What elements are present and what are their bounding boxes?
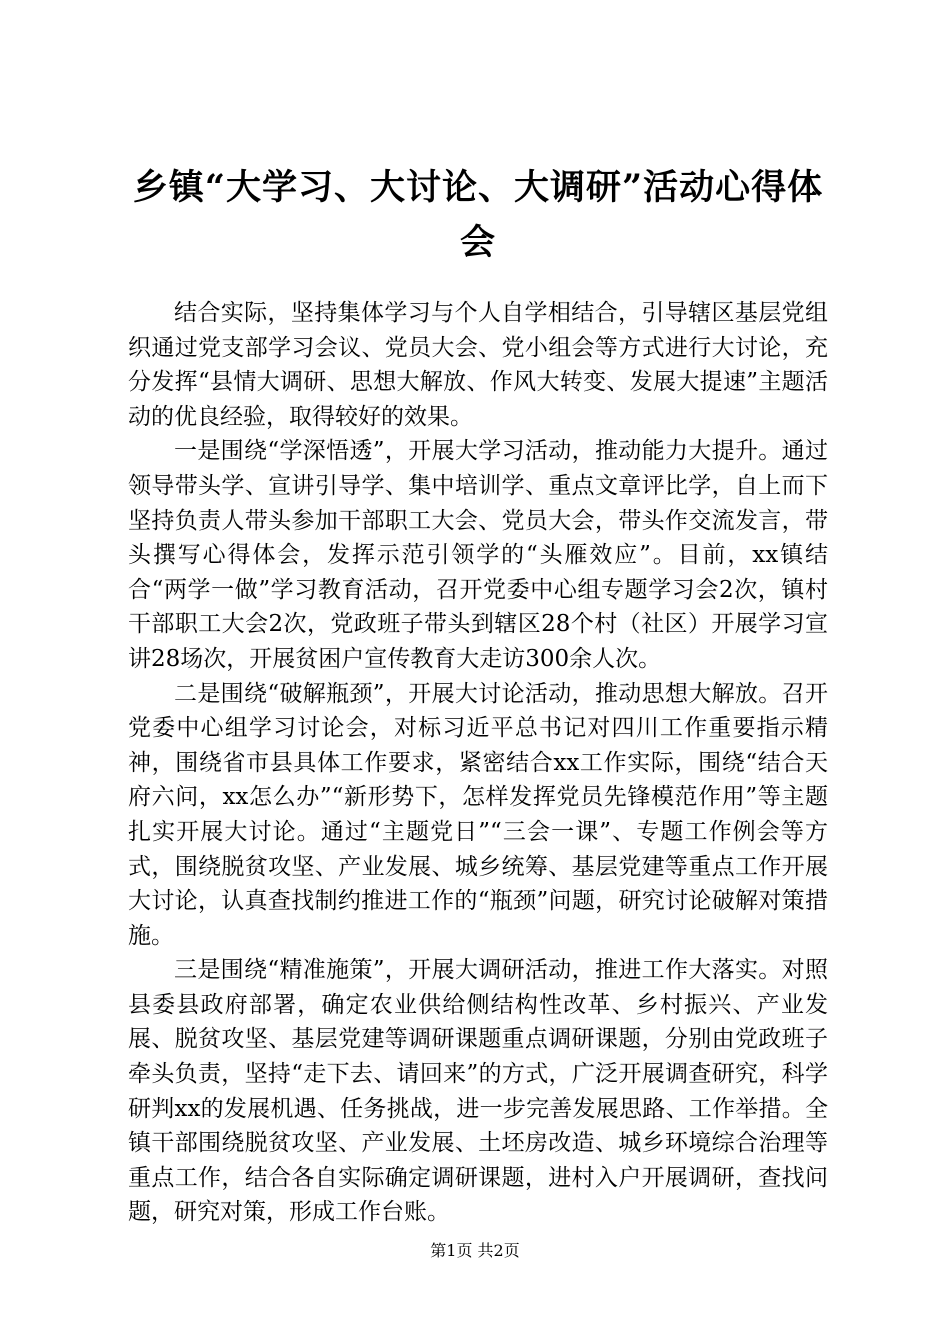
page-number-footer: 第1页 共2页 [430, 1241, 520, 1260]
paragraph-research: 三是围绕“精准施策”，开展大调研活动，推进工作大落实。对照县委县政府部署，确定农业供给侧结构性改革、乡村振兴、产业发展、脱贫攻坚、基层党建等调研课题重点调研课题，分别由党政班子牵头负责，坚持“走下去、请回来”的方式，广泛开展调查研究，科学研判xx的发展机遇、任务挑战，进一步完善发展思路、工作举措。全镇干部围绕脱贫攻坚、产业发展、土坯房改造、城乡环境综合治理等重点工作，结合各自实际确定调研课题，进村入户开展调研，查找问题，研究对策，形成工作台账。 [128, 957, 828, 1226]
document-body [128, 296, 828, 1230]
paragraph-intro: 结合实际，坚持集体学习与个人自学相结合，引导辖区基层党组织通过党支部学习会议、党员大会、党小组会等方式进行大讨论，充分发挥“县情大调研、思想大解放、作风大转变、发展大提速”主题活动的优良经验，取得较好的效果。 [128, 300, 828, 430]
paragraph-study: 一是围绕“学深悟透”，开展大学习活动，推动能力大提升。通过领导带头学、宣讲引导学、集中培训学、重点文章评比学，自上而下坚持负责人带头参加干部职工大会、党员大会，带头作交流发言，带头撰写心得体会，发挥示范引领学的“头雁效应”。目前，xx镇结合“两学一做”学习教育活动，召开党委中心组专题学习会2次，镇村干部职工大会2次，党政班子带头到辖区28个村（社区）开展学习宣讲28场次，开展贫困户宣传教育大走访300余人次。 [128, 438, 828, 672]
document-title: 乡镇“大学习、大讨论、大调研”活动心得体会 [132, 167, 824, 263]
paragraph-discussion: 二是围绕“破解瓶颈”，开展大讨论活动，推动思想大解放。召开党委中心组学习讨论会，对标习近平总书记对四川工作重要指示精神，围绕省市县具体工作要求，紧密结合xx工作实际，围绕“结合天府六问，xx怎么办”“新形势下，怎样发挥党员先锋模范作用”等主题扎实开展大讨论。通过“主题党日”“三会一课”、专题工作例会等方式，围绕脱贫攻坚、产业发展、城乡统筹、基层党建等重点工作开展大讨论，认真查找制约推进工作的“瓶颈”问题，研究讨论破解对策措施。 [128, 680, 828, 949]
